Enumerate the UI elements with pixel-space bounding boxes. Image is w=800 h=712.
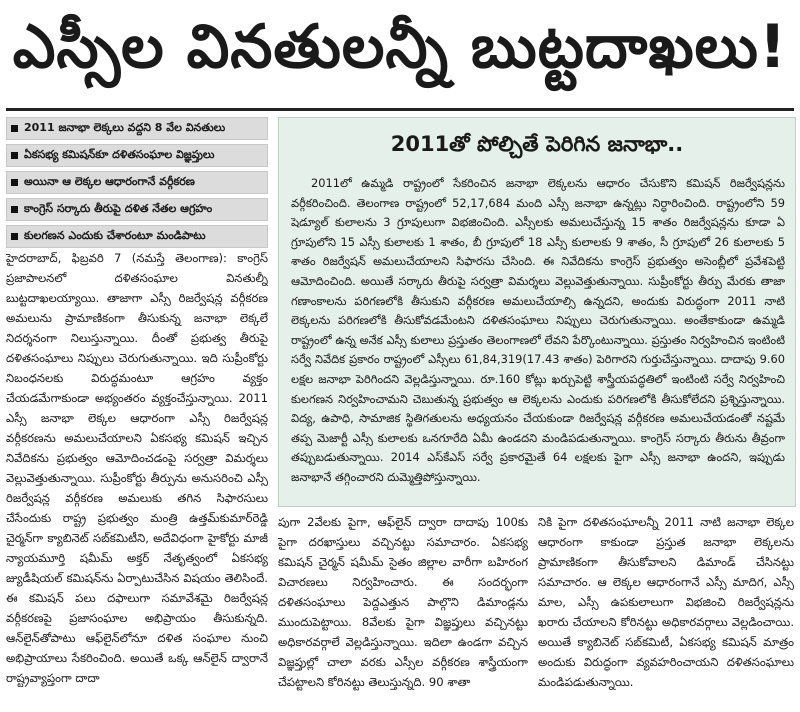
highlight-item <box>6 198 268 221</box>
highlight-item <box>6 225 268 248</box>
sidebar-box <box>278 117 796 507</box>
highlights-list <box>6 117 268 252</box>
sidebar-box-title: 2011తో పోల్చితే పెరిగిన జనాభా.. <box>390 132 684 156</box>
highlight-text: అయినా ఆ లెక్కల ఆధారంగానే వర్గీకరణ <box>24 174 195 188</box>
headline: ఎస్సీల వినతులన్నీ బుట్టదాఖలు! <box>12 12 788 82</box>
highlight-item <box>6 144 268 167</box>
highlight-item <box>6 117 268 140</box>
bullet-icon <box>11 152 18 159</box>
highlight-text: 2011 జనాభా లెక్కలు వద్దని 8 వేల వినతులు <box>24 120 226 134</box>
bullet-icon <box>11 206 18 213</box>
article-column-right: నికి పైగా దళితసంఘాలన్నీ 2011 నాటి జనాభా లెక్కల ఆధారంగా కాకుండా ప్రస్తుత జనాభా లెక్కలను ప్రామాణికంగా తీసుకోవాలని డిమాండ్ చేసినట్టు సమాచారం. ఆ లెక్కల ఆధారంగానే ఎస్సీ మాదిగ, ఎస్సీ మాల, ఎస్సీ ఉపకులాలుగా విభజించి రిజర్వేషన్లను ఖరారు చేయాలని కోరినట్టు అధికారవర్గాలు వెల్లడించాయి. అయితే క్యాబినెట్ సబ్‌కమిటీ, ఏకసభ్య కమిషన్ మాత్రం అందుకు విరుద్ధంగా వ్యవహరించాయని దళితసంఘాలు మండిపడుతున్నాయి. <box>538 515 794 689</box>
article-column-middle: పుగా 2వేలకు పైగా, ఆఫ్‌లైన్ ద్వారా దాదాపు 100కు పైగా దరఖాస్తులు వచ్చినట్టు సమాచారం. ఏకసభ్య కమిషన్ చైర్మన్ షమీమ్ సైతం జిల్లాల వారీగా బహిరంగ విచారణలు నిర్వహించారు. ఈ సందర్భంగా దళితసంఘాలు పెద్దఎత్తున పాల్గొని డిమాండ్లను ముందుపెట్టాయి. 8వేలకు పైగా విజ్ఞప్తులు వచ్చినట్టు అధికారవర్గాలే వెల్లడిస్తున్నాయి. ఇదిలా ఉండగా వచ్చిన విజ్ఞప్తుల్లో చాలా వరకు ఎస్సీల వర్గీకరణ శాస్త్రీయంగా చేపట్టాలని కోరినట్టు తెలుస్తున్నది. 90 శాతా <box>278 515 528 689</box>
bullet-icon <box>11 125 18 132</box>
highlight-text: కాంగ్రెస్ సర్కారు తీరుపై దళిత నేతల ఆగ్రహం <box>24 201 213 215</box>
article-column-left: హైదరాబాద్, ఫిబ్రవరి 7 (నమస్తే తెలంగాణ): కాంగ్రెస్ ప్రజాపాలనలో దళితసంఘాల వినతుల్నీ బుట్టదాఖలయ్యాయి. తాజాగా ఎస్సీ రిజర్వేషన్ల వర్గీకరణ అమలును ప్రామాణికంగా తీసుకున్న జనాభా లెక్కలే నిదర్శనంగా నిలుస్తున్నాయి. దీంతో ప్రభుత్వ తీరుపై దళితసంఘాలు నిప్పులు చెరుగుతున్నాయి. ఇది సుప్రీంకోర్టు నిబంధనలకు విరుద్ధమంటూ ఆగ్రహం వ్యక్తం చేయడమేగాకుండా అభ్యంతరం వ్యక్తంచేస్తున్నాయి. 2011 ఎస్సీ జనాభా లెక్కల ఆధారంగా ఎస్సీ రిజర్వేషన్ల వర్గీకరణను అమలుచేయాలని ఏకసభ్య కమిషన్ ఇచ్చిన నివేదికను ప్రభుత్వం ఆమోదించడంపై సర్వత్రా విమర్శలు వెల్లువెత్తుతున్నాయి. సుప్రీంకోర్టు తీర్పును అనుసరించి ఎస్సీ రిజర్వేషన్ల వర్గీకరణ అమలుకు తగిన సిఫారసులు చేసేందుకు రాష్ట్ర ప్రభుత్వం మంత్రి ఉత్తమ్‌కుమార్‌రెడ్డి చైర్మన్‌గా క్యాబినెట్ సబ్‌కమిటీని, అదేవిధంగా హైకోర్టు మాజీ న్యాయమూర్తి షమీమ్ అక్తర్ నేతృత్వంలో ఏకసభ్య జ్యుడీషియల్ కమిషన్‌ను ఏర్పాటుచేసిన విషయం తెలిసిందే. ఈ కమిషన్ పలు దఫాలుగా సమావేశమై రిజర్వేషన్ల వర్గీకరణపై ప్రజాసంఘాల అభిప్రాయం తీసుకున్నది. ఆన్‌లైన్‌తోపాటు ఆఫ్‌లైన్‌లోనూ దళిత సంఘాల నుంచి అభిప్రాయాలు సేకరించింది. అయితే ఒక్క ఆన్‌లైన్ ద్వారానే రాష్ట్రవ్యాప్తంగా దాదా <box>6 251 268 685</box>
sidebar-box-body: 2011లో ఉమ్మడి రాష్ట్రంలో సేకరించిన జనాభా లెక్కలను ఆధారం చేసుకొని కమిషన్ రిజర్వేషన్లను వర్గీకరించింది. తెలంగాణ రాష్ట్రంలో 52,17,684 మంది ఎస్సీ జనాభా ఉన్నట్లు నిర్ధారించింది. రాష్ట్రంలోని 59 షెడ్యూల్ కులాలను 3 గ్రూపులుగా విభజించింది. ఎస్సీలకు అమలుచేస్తున్న 15 శాతం రిజర్వేషన్లను కూడా ఏ గ్రూపులోని 15 ఎస్సీ కులాలకు 1 శాతం, బీ గ్రూపులో 18 ఎస్సీ కులాలకు 9 శాతం, సీ గ్రూపులో 26 కులాలకు 5 శాతం రిజర్వేషన్ అమలుచేయాలని సిఫారసు చేసింది. ఈ నివేదికను కాంగ్రెస్ ప్రభుత్వం అసెంబ్లీలో ప్రవేశపెట్టి ఆమోదించింది. అయితే సర్కారు తీరుపై సర్వత్రా విమర్శలు వెల్లువెత్తుతున్నాయి. సుప్రీంకోర్టు తీర్పు మేరకు తాజా గణాంకాలను పరిగణలోకి తీసుకుని వర్గీకరణ అమలుచేయాల్సి ఉన్నదని, అందుకు విరుద్ధంగా 2011 నాటి లెక్కలను పరిగణలోకి తీసుకోవడమేంటని దళితసంఘాలు నిప్పులు చెరుగుతున్నాయి. అంతేకాకుండా ఉమ్మడి రాష్ట్రంలో ఉన్న అనేక ఎస్సీ కులాలు ప్రస్తుతం తెలంగాణలో లేవని పేర్కొంటున్నాయి. ప్రస్తుతం నిర్వహించిన ఇంటింటి సర్వే నివేదిక ప్రకారం రాష్ట్రంలో ఎస్సీలు 61,84,319(17.43 శాతం) పెరిగారని గుర్తుచేస్తున్నాయి. దాదాపు 9.60 లక్షల జనాభా పెరిగిందని వెల్లడిస్తున్నాయి. రూ.160 కోట్లు ఖర్చుపెట్టి శాస్త్రీయపద్ధతిలో ఇంటింటి సర్వే నిర్వహించి కులగణన నిర్వహించామని చెబుతున్న ప్రభుత్వం ఆ లెక్కలను ఎందుకు పరిగణలోకి తీసుకోలేదని ప్రశ్నిస్తున్నాయి. విద్య, ఉపాధి, సామాజిక స్థితిగతులను అధ్యయనం చేయకుండా రిజర్వేషన్ల వర్గీకరణ అమలుచేయడంతో నష్టమే తప్ప మెజార్టీ ఎస్సీ కులాలకు ఒనగూరేది ఏమీ ఉండదని మండిపడుతున్నాయి. కాంగ్రెస్ సర్కారు తీరును తీవ్రంగా తప్పుబడుతున్నాయి. 2014 ఎస్‌కేఎస్ సర్వే ప్రకారమైతే 64 లక్షలకు పైగా ఎస్సీ జనాభా ఉందని, ఇప్పుడు జనాభానే తగ్గించారని దుమ్మెత్తిపోస్తున్నాయి. <box>291 176 785 484</box>
highlight-text: ఏకసభ్య కమిషన్‌కూ దళితసంఘాల విజ్ఞప్తులు <box>24 147 215 161</box>
highlight-item <box>6 171 268 194</box>
headline-rule <box>6 108 794 111</box>
bullet-icon <box>11 233 18 240</box>
highlight-text: కులగణన ఎందుకు చేశారంటూ మండిపాటు <box>24 228 206 242</box>
bullet-icon <box>11 179 18 186</box>
